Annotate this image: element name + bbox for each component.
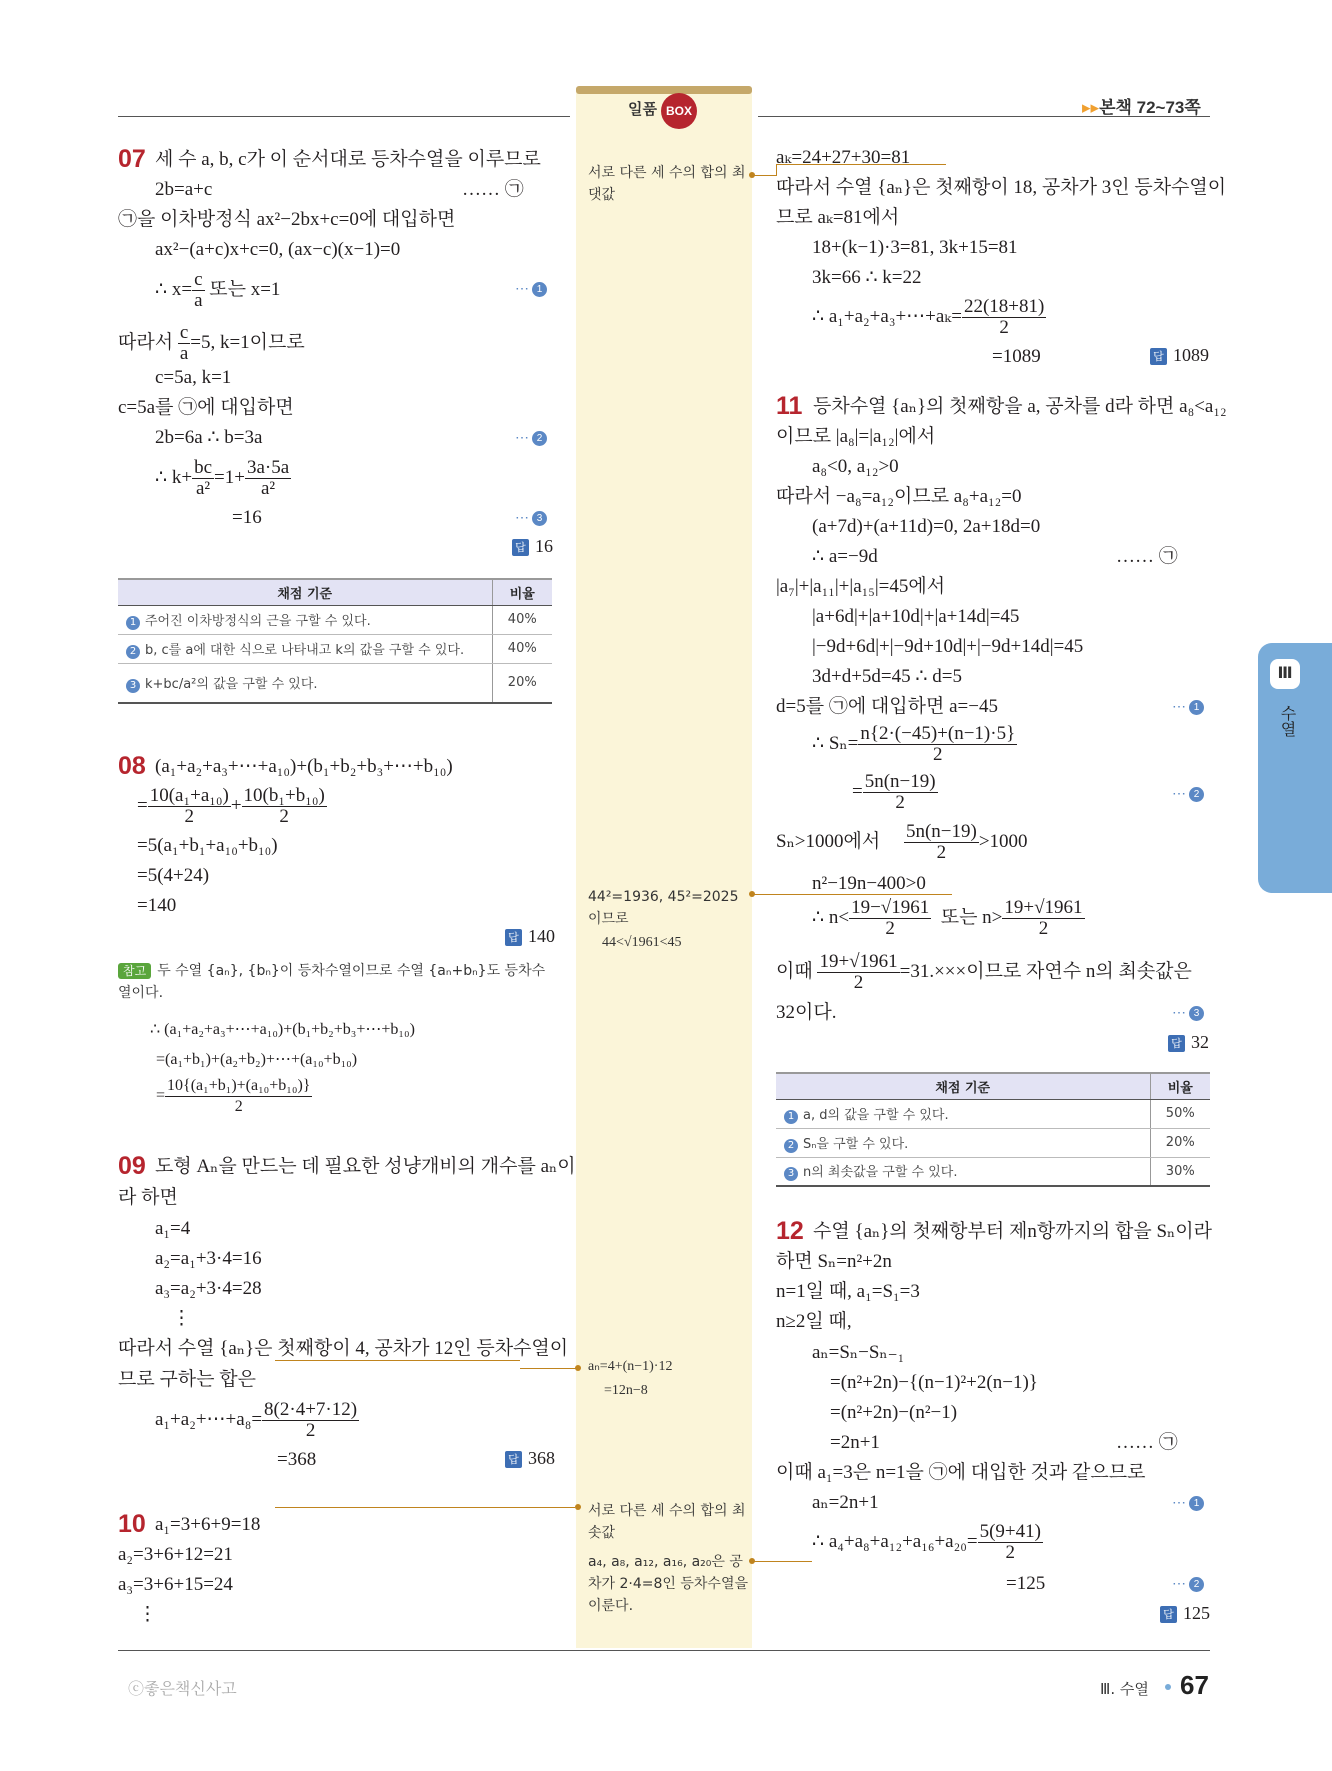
step-marker-1: ⋯ 1 bbox=[515, 280, 547, 297]
q11-line12: = $\frac{5n(n-19)}{2}$ bbox=[852, 771, 936, 813]
q10-line1: a₁=3+6+9=18 bbox=[155, 1514, 261, 1535]
step-marker-3: ⋯ 3 bbox=[1172, 1004, 1204, 1021]
q11-line8: |−9d+6d|+|−9d+10d|+|−9d+14d|=45 bbox=[812, 636, 1084, 657]
box-label: 일품 bbox=[628, 101, 657, 118]
q09-intro1: 도형 Aₙ을 만드는 데 필요한 성냥개비의 개수를 aₙ이 bbox=[155, 1156, 576, 1177]
scoring-table-1: 채점 기준 비율 1 주어진 이차방정식의 근을 구할 수 있다. 40% 2 b, c를 a에 대한 식으로 나타내고 k의 값을 구할 수 있다. 40% 3 k+bc/a²의 값을 구할 수 있다. 20% bbox=[118, 578, 552, 704]
q11-line9: 3d+d+5d=45 ∴ d=5 bbox=[812, 666, 962, 687]
q07-line7: c=5a를 ㉠에 대입하면 bbox=[118, 397, 294, 418]
q11-answer: 답 32 bbox=[1168, 1032, 1209, 1053]
answer-icon: 답 bbox=[1160, 1606, 1177, 1623]
note-tag: 참고 bbox=[118, 963, 151, 979]
leader-3 bbox=[520, 1368, 578, 1369]
q12-line7: =2n+1 bbox=[830, 1432, 880, 1453]
q09-line2: a₂=a₁+3·4=16 bbox=[155, 1248, 262, 1269]
q11-line5: ∴ a=−9d bbox=[812, 546, 878, 567]
step-marker-1: ⋯ 1 bbox=[1172, 1494, 1204, 1511]
q10-answer: 답 1089 bbox=[1150, 345, 1209, 366]
q10-line3: a₃=3+6+15=24 bbox=[118, 1574, 233, 1595]
answer-icon: 답 bbox=[505, 929, 522, 946]
q12-line2: n=1일 때, a₁=S₁=3 bbox=[776, 1281, 920, 1302]
q10r-line2: 따라서 수열 {aₙ}은 첫째항이 18, 공차가 3인 등차수열이 bbox=[776, 177, 1227, 198]
q12-line6: =(n²+2n)−(n²−1) bbox=[830, 1402, 958, 1423]
q07-answer: 답 16 bbox=[512, 536, 553, 557]
q11-intro: 등차수열 {aₙ}의 첫째항을 a, 공차를 d라 하면 a₈<a₁₂ bbox=[813, 396, 1227, 417]
header-rule-left bbox=[118, 116, 570, 117]
q08-note: 참고 두 수열 {aₙ}, {bₙ}이 등차수열이므로 수열 {aₙ+bₙ}도 등차수열이다. bbox=[118, 963, 546, 1001]
q10-line2: a₂=3+6+12=21 bbox=[118, 1544, 233, 1565]
q07-line6: c=5a, k=1 bbox=[155, 367, 232, 388]
answer-icon: 답 bbox=[1150, 348, 1167, 365]
q08-line2: = $\frac{\text{10(a₁+a₁₀)}}{2}$ + $\frac{\text{10(b₁+b₁₀)}}{2}$ bbox=[137, 785, 325, 827]
q08-note-line1: ∴ (a₁+a₂+a₃+⋯+a₁₀)+(b₁+b₂+b₃+⋯+b₁₀) bbox=[150, 1021, 415, 1038]
q12-line5: =(n²+2n)−{(n−1)²+2(n−1)} bbox=[830, 1372, 1038, 1393]
q07-line10: =16 bbox=[232, 507, 262, 528]
q11-line11: ∴ Sₙ= $\frac{n\{2\cdot(-45)+(n-1)\cdot 5\}}{2}$ bbox=[812, 723, 1016, 765]
q11-line4: (a+7d)+(a+11d)=0, 2a+18d=0 bbox=[812, 516, 1041, 537]
leader-4 bbox=[275, 1507, 575, 1508]
box-note-3a: aₙ=4+(n−1)·12 bbox=[588, 1359, 673, 1374]
q09-intro2: 라 하면 bbox=[118, 1187, 178, 1208]
q12-line1: 하면 Sₙ=n²+2n bbox=[776, 1251, 892, 1272]
q11-line1: 이므로 |a₈|=|a₁₂|에서 bbox=[776, 426, 936, 447]
q11-line13: Sₙ>1000에서 $\frac{5n(n-19)}{2}$ >1000 bbox=[776, 821, 1028, 863]
q07-intro: 세 수 a, b, c가 이 순서대로 등차수열을 이루므로 bbox=[155, 149, 541, 170]
q09-number: 09 bbox=[118, 1152, 146, 1180]
leader-dot-4 bbox=[575, 1504, 581, 1510]
box-note-3b: =12n−8 bbox=[604, 1383, 648, 1398]
q09-line7: a₁+a₂+⋯+a₈= $\frac{8(2\cdot 4+7\cdot 12)}{2}$ bbox=[155, 1399, 358, 1441]
footer-dot bbox=[1165, 1684, 1171, 1690]
q12-line4: aₙ=Sₙ−Sₙ₋₁ bbox=[812, 1342, 905, 1363]
leader-3b bbox=[275, 1360, 520, 1361]
q11-line3: 따라서 −a₈=a₁₂이므로 a₈+a₁₂=0 bbox=[776, 486, 1022, 507]
q12-line10: ∴ a₄+a₈+a₁₂+a₁₆+a₂₀= $\frac{5(9+41)}{2}$ bbox=[812, 1521, 1041, 1563]
box-note-4: 서로 다른 세 수의 합의 최솟값 bbox=[588, 1503, 746, 1541]
q10r-line4: 18+(k−1)·3=81, 3k+15=81 bbox=[812, 237, 1018, 258]
leader-1 bbox=[752, 175, 776, 176]
q07-line4: ∴ x= $\frac{c}{a}$ 또는 x=1 bbox=[155, 269, 281, 311]
box-column-top bbox=[576, 86, 752, 94]
q11-line17: 32이다. bbox=[776, 1002, 837, 1023]
q10r-line3: 므로 aₖ=81에서 bbox=[776, 207, 900, 228]
leader-5 bbox=[752, 1561, 812, 1562]
q12-answer: 답 125 bbox=[1160, 1603, 1210, 1624]
box-note-1: 서로 다른 세 수의 합의 최댓값 bbox=[588, 165, 746, 203]
box-note-5: a₄, a₈, a₁₂, a₁₆, a₂₀은 공차가 2·4=8인 등차수열을 이룬다. bbox=[588, 1554, 748, 1614]
q08-number: 08 bbox=[118, 752, 146, 780]
q09-line8: =368 bbox=[277, 1449, 317, 1470]
q12-line8: 이때 a₁=3은 n=1을 ㉠에 대입한 것과 같으므로 bbox=[776, 1462, 1146, 1483]
page-ref: ▸▸본책 72~73쪽 bbox=[1082, 98, 1201, 117]
q12-line3: n≥2일 때, bbox=[776, 1311, 852, 1332]
q09-line1: a₁=4 bbox=[155, 1218, 191, 1239]
q12-line9: aₙ=2n+1 bbox=[812, 1492, 879, 1513]
q10-line4: ⋮ bbox=[138, 1604, 157, 1625]
q08-line3: =5(a₁+b₁+a₁₀+b₁₀) bbox=[137, 835, 278, 856]
q12-number: 12 bbox=[776, 1217, 804, 1245]
q12-line11: =125 bbox=[1006, 1573, 1046, 1594]
q08-line1: (a₁+a₂+a₃+⋯+a₁₀)+(b₁+b₂+b₃+⋯+b₁₀) bbox=[155, 756, 453, 777]
q10r-line7: =1089 bbox=[992, 346, 1041, 367]
q11-line10: d=5를 ㉠에 대입하면 a=−45 bbox=[776, 696, 998, 717]
step-marker-2: ⋯ 2 bbox=[515, 429, 547, 446]
q11-tag: …… ㉠ bbox=[1116, 546, 1178, 567]
q11-line14: n²−19n−400>0 bbox=[812, 873, 926, 894]
q11-line2: a₈<0, a₁₂>0 bbox=[812, 456, 899, 477]
q11-line15: ∴ n< $\frac{19-√1961}{2}$ 또는 n> $\frac{19+√1961}{2}$ bbox=[812, 897, 1083, 939]
q07-line3: ax²−(a+c)x+c=0, (ax−c)(x−1)=0 bbox=[155, 239, 401, 260]
chapter-side-tab[interactable] bbox=[1258, 643, 1332, 893]
page-number: 67 bbox=[1180, 1670, 1209, 1700]
q09-line6: 므로 구하는 합은 bbox=[118, 1369, 256, 1390]
q11-number: 11 bbox=[776, 392, 803, 420]
q09-line5: 따라서 수열 {aₙ}은 첫째항이 4, 공차가 12인 등차수열이 bbox=[118, 1338, 569, 1359]
q08-note-line3: = $\frac{\text{10\{(a₁+b₁)+(a₁₀+b₁₀)\}}}{2}$ bbox=[156, 1077, 311, 1115]
q07-line9: ∴ k+ $\frac{bc}{\text{a²}}$ =1+ $\frac{3a\cdot 5a}{\text{a²}}$ bbox=[155, 457, 290, 499]
q07-line2: ㉠을 이차방정식 ax²−2bx+c=0에 대입하면 bbox=[118, 209, 456, 230]
q08-line5: =140 bbox=[137, 895, 177, 916]
box-badge: BOX bbox=[661, 93, 697, 129]
q10r-line6: ∴ a₁+a₂+a₃+⋯+aₖ= $\frac{22(18+81)}{2}$ bbox=[812, 296, 1045, 338]
step-marker-2: ⋯ 2 bbox=[1172, 1575, 1204, 1592]
q11-line16: 이때 $\frac{19+√1961}{2}$ =31.×××이므로 자연수 n의 최솟값은 bbox=[776, 951, 1192, 993]
q11-line6: |a₇|+|a₁₁|+|a₁₅|=45에서 bbox=[776, 576, 946, 597]
footer-chapter: Ⅲ. 수열 bbox=[1100, 1680, 1149, 1698]
step-marker-1: ⋯ 1 bbox=[1172, 698, 1204, 715]
answer-icon: 답 bbox=[512, 539, 529, 556]
box-column bbox=[576, 88, 752, 1648]
box-note-2a: 44²=1936, 45²=2025이므로 bbox=[588, 889, 739, 927]
footer-rule bbox=[118, 1650, 1210, 1651]
q07-line8: 2b=6a ∴ b=3a bbox=[155, 427, 263, 448]
step-marker-2: ⋯ 2 bbox=[1172, 785, 1204, 802]
q09-answer: 답 368 bbox=[505, 1448, 555, 1469]
q10r-line5: 3k=66 ∴ k=22 bbox=[812, 267, 922, 288]
q10-number: 10 bbox=[118, 1510, 146, 1538]
q07-line1: 2b=a+c bbox=[155, 179, 213, 200]
q12-intro: 수열 {aₙ}의 첫째항부터 제n항까지의 합을 Sₙ이라 bbox=[813, 1221, 1212, 1242]
chapter-label: 수열 bbox=[1278, 705, 1297, 737]
chapter-roman: Ⅲ bbox=[1270, 659, 1300, 689]
q10r-line1: aₖ=24+27+30=81 bbox=[776, 147, 911, 168]
copyright: ⓒ좋은책신사고 bbox=[128, 1679, 237, 1698]
q08-line4: =5(4+24) bbox=[137, 865, 210, 886]
step-marker-3: ⋯ 3 bbox=[515, 509, 547, 526]
q11-line7: |a+6d|+|a+10d|+|a+14d|=45 bbox=[812, 606, 1020, 627]
q07-line5: 따라서 $\frac{c}{a}$ =5, k=1이므로 bbox=[118, 322, 305, 364]
box-note-2b: 44<√1961<45 bbox=[602, 935, 682, 950]
q07-number: 07 bbox=[118, 145, 146, 173]
answer-icon: 답 bbox=[1168, 1035, 1185, 1052]
answer-icon: 답 bbox=[505, 1451, 522, 1468]
double-arrow-icon: ▸▸ bbox=[1082, 98, 1100, 117]
q09-line3: a₃=a₂+3·4=28 bbox=[155, 1278, 262, 1299]
q08-answer: 답 140 bbox=[505, 926, 555, 947]
q09-line4: ⋮ bbox=[172, 1308, 191, 1329]
scoring-table-2: 채점 기준 비율 1 a, d의 값을 구할 수 있다. 50% 2 Sₙ을 구할 수 있다. 20% 3 n의 최솟값을 구할 수 있다. 30% bbox=[776, 1072, 1210, 1187]
q12-tag: …… ㉠ bbox=[1116, 1432, 1178, 1453]
q07-tag: …… ㉠ bbox=[462, 179, 524, 200]
q08-note-line2: =(a₁+b₁)+(a₂+b₂)+⋯+(a₁₀+b₁₀) bbox=[156, 1051, 358, 1068]
